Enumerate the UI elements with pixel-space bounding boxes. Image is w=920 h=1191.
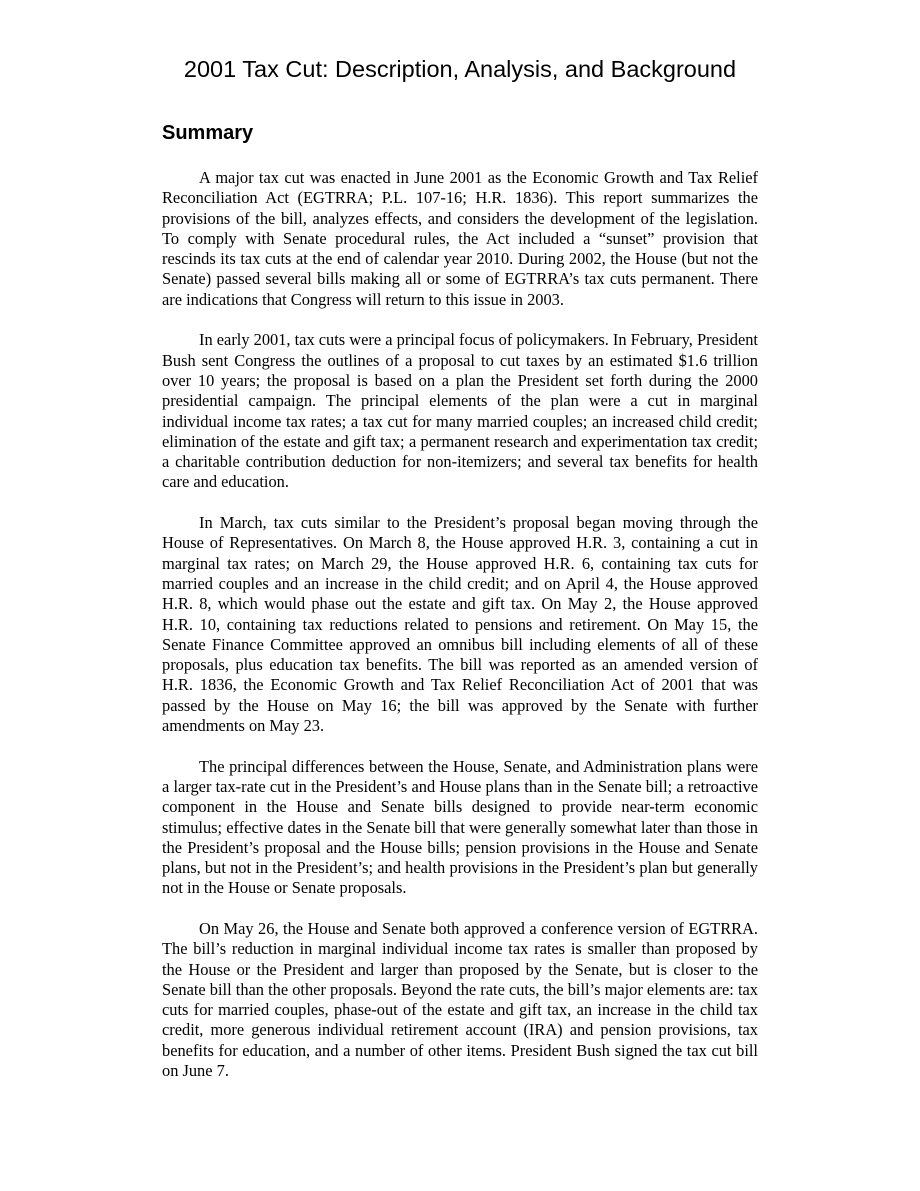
summary-paragraph-differences: The principal differences between the House, Senate, and Administration plans were a larger tax-rate cut in the President’s and House plans than in the Senate bill; a retroactive component in the House and Senate bills designed to provide near-term economic stimulus; effective dates in the Senate bill that were generally somewhat later than those in the President’s proposal and the House bills; pension provisions in the House and Senate plans, but not in the President’s; and health provisions in the President’s plan but generally not in the House or Senate proposals.: [162, 756, 758, 898]
summary-paragraph-enactment: A major tax cut was enacted in June 2001 as the Economic Growth and Tax Relief Reconciliation Act (EGTRRA; P.L. 107-16; H.R. 1836). This report summarizes the provisions of the bill, analyzes effects, and considers the development of the legislation. To comply with Senate procedural rules, the Act included a “sunset” provision that rescinds its tax cuts at the end of calendar year 2010. During 2002, the House (but not the Senate) passed several bills making all or some of EGTRRA’s tax cuts permanent. There are indications that Congress will return to this issue in 2003.: [162, 168, 758, 309]
summary-paragraph-house-action: In March, tax cuts similar to the President’s proposal began moving through the House of Representatives. On March 8, the House approved H.R. 3, containing a cut in marginal tax rates; on March 29, the House approved H.R. 6, containing tax cuts for married couples and an increase in the child credit; and on April 4, the House approved H.R. 8, which would phase out the estate and gift tax. On May 2, the House approved H.R. 10, containing tax reductions related to pensions and retirement. On May 15, the Senate Finance Committee approved an omnibus bill including elements of all of these proposals, plus education tax benefits. The bill was reported as an amended version of H.R. 1836, the Economic Growth and Tax Relief Reconciliation Act of 2001 that was passed by the House on May 16; the bill was approved by the Senate with further amendments on May 23.: [162, 513, 758, 736]
summary-body: [162, 168, 758, 1081]
section-heading-summary: Summary: [162, 122, 254, 144]
summary-paragraph-conference: On May 26, the House and Senate both approved a conference version of EGTRRA. The bill’s reduction in marginal individual income tax rates is smaller than proposed by the House or the President and larger than proposed by the Senate, but is closer to the Senate bill than the other proposals. Beyond the rate cuts, the bill’s major elements are: tax cuts for married couples, phase-out of the estate and gift tax, an increase in the child tax credit, more generous individual retirement account (IRA) and pension provisions, tax benefits for education, and a number of other items. President Bush signed the tax cut bill on June 7.: [162, 918, 758, 1081]
document-title: 2001 Tax Cut: Description, Analysis, and Background: [183, 56, 737, 82]
summary-paragraph-early-2001: In early 2001, tax cuts were a principal focus of policymakers. In February, President Bush sent Congress the outlines of a proposal to cut taxes by an estimated $1.6 trillion over 10 years; the proposal is based on a plan the President set forth during the 2000 presidential campaign. The principal elements of the plan were a cut in marginal individual income tax rates; a tax cut for many married couples; an increased child credit; elimination of the estate and gift tax; a permanent research and experimentation tax credit; a charitable contribution deduction for non-itemizers; and several tax benefits for health care and education.: [162, 330, 758, 492]
